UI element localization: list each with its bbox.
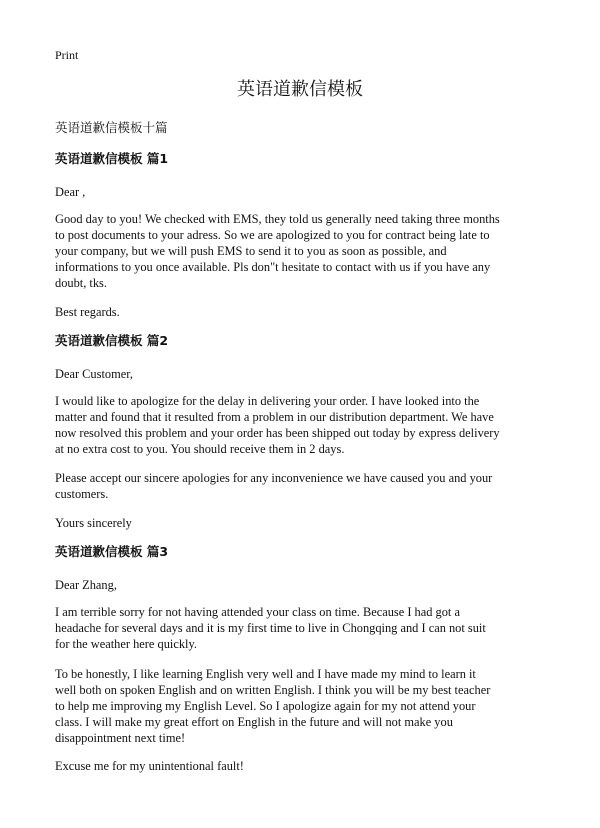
document-title: 英语道歉信模板 — [237, 79, 363, 100]
letter-closing: Yours sincerely — [55, 516, 132, 530]
text-line: customers. — [55, 487, 109, 501]
section-heading: 英语道歉信模板 篇1 — [55, 151, 169, 166]
text-line: for the weather here quickly. — [55, 637, 197, 651]
text-line: your company, but we will push EMS to send it to you as soon as possible, and — [55, 244, 447, 258]
section-heading: 英语道歉信模板 篇2 — [55, 333, 169, 348]
letter-greeting: Dear Customer, — [55, 367, 133, 381]
text-line: Good day to you! We checked with EMS, they told us generally need taking three months — [55, 212, 500, 226]
text-line: well both on spoken English and on written English. I think you will be my best teacher — [55, 683, 491, 697]
text-line: Please accept our sincere apologies for any inconvenience we have caused you and your — [55, 471, 493, 485]
letter-greeting: Dear Zhang, — [55, 578, 117, 592]
letter-paragraph — [55, 393, 550, 457]
text-line: To be honestly, I like learning English very well and I have made my mind to learn it — [55, 667, 476, 681]
text-line: doubt, tks. — [55, 276, 107, 290]
letter-paragraph — [55, 211, 550, 291]
letter-paragraph — [55, 604, 550, 652]
text-line: I would like to apologize for the delay in delivering your order. I have looked into the — [55, 394, 480, 408]
text-line: matter and found that it resulted from a problem in our distribution department. We have — [55, 410, 494, 424]
text-line: informations to you once available. Pls don"t hesitate to contact with us if you have any — [55, 260, 491, 274]
letter-greeting: Dear , — [55, 185, 86, 199]
letter-closing: Excuse me for my unintentional fault! — [55, 759, 244, 773]
letter-paragraph — [55, 666, 550, 746]
text-line: at no extra cost to you. You should receive them in 2 days. — [55, 442, 345, 456]
text-line: to post documents to your adress. So we are apologized to you for contract being late to — [55, 228, 490, 242]
print-label: Print — [55, 48, 79, 62]
text-line: I am terrible sorry for not having attended your class on time. Because I had got a — [55, 605, 460, 619]
letter-paragraph — [55, 470, 550, 502]
section-heading: 英语道歉信模板 篇3 — [55, 544, 169, 559]
letter-closing: Best regards. — [55, 305, 120, 319]
text-line: to help me improving my English Level. So I apologize again for my not attend your — [55, 699, 476, 713]
document-subtitle: 英语道歉信模板十篇 — [55, 120, 168, 135]
text-line: disappointment next time! — [55, 731, 186, 745]
text-line: class. I will make my great effort on English in the future and will not make you — [55, 715, 453, 729]
text-line: now resolved this problem and your order has been shipped out today by express delivery — [55, 426, 500, 440]
text-line: headache for several days and it is my first time to live in Chongqing and I can not suit — [55, 621, 486, 635]
